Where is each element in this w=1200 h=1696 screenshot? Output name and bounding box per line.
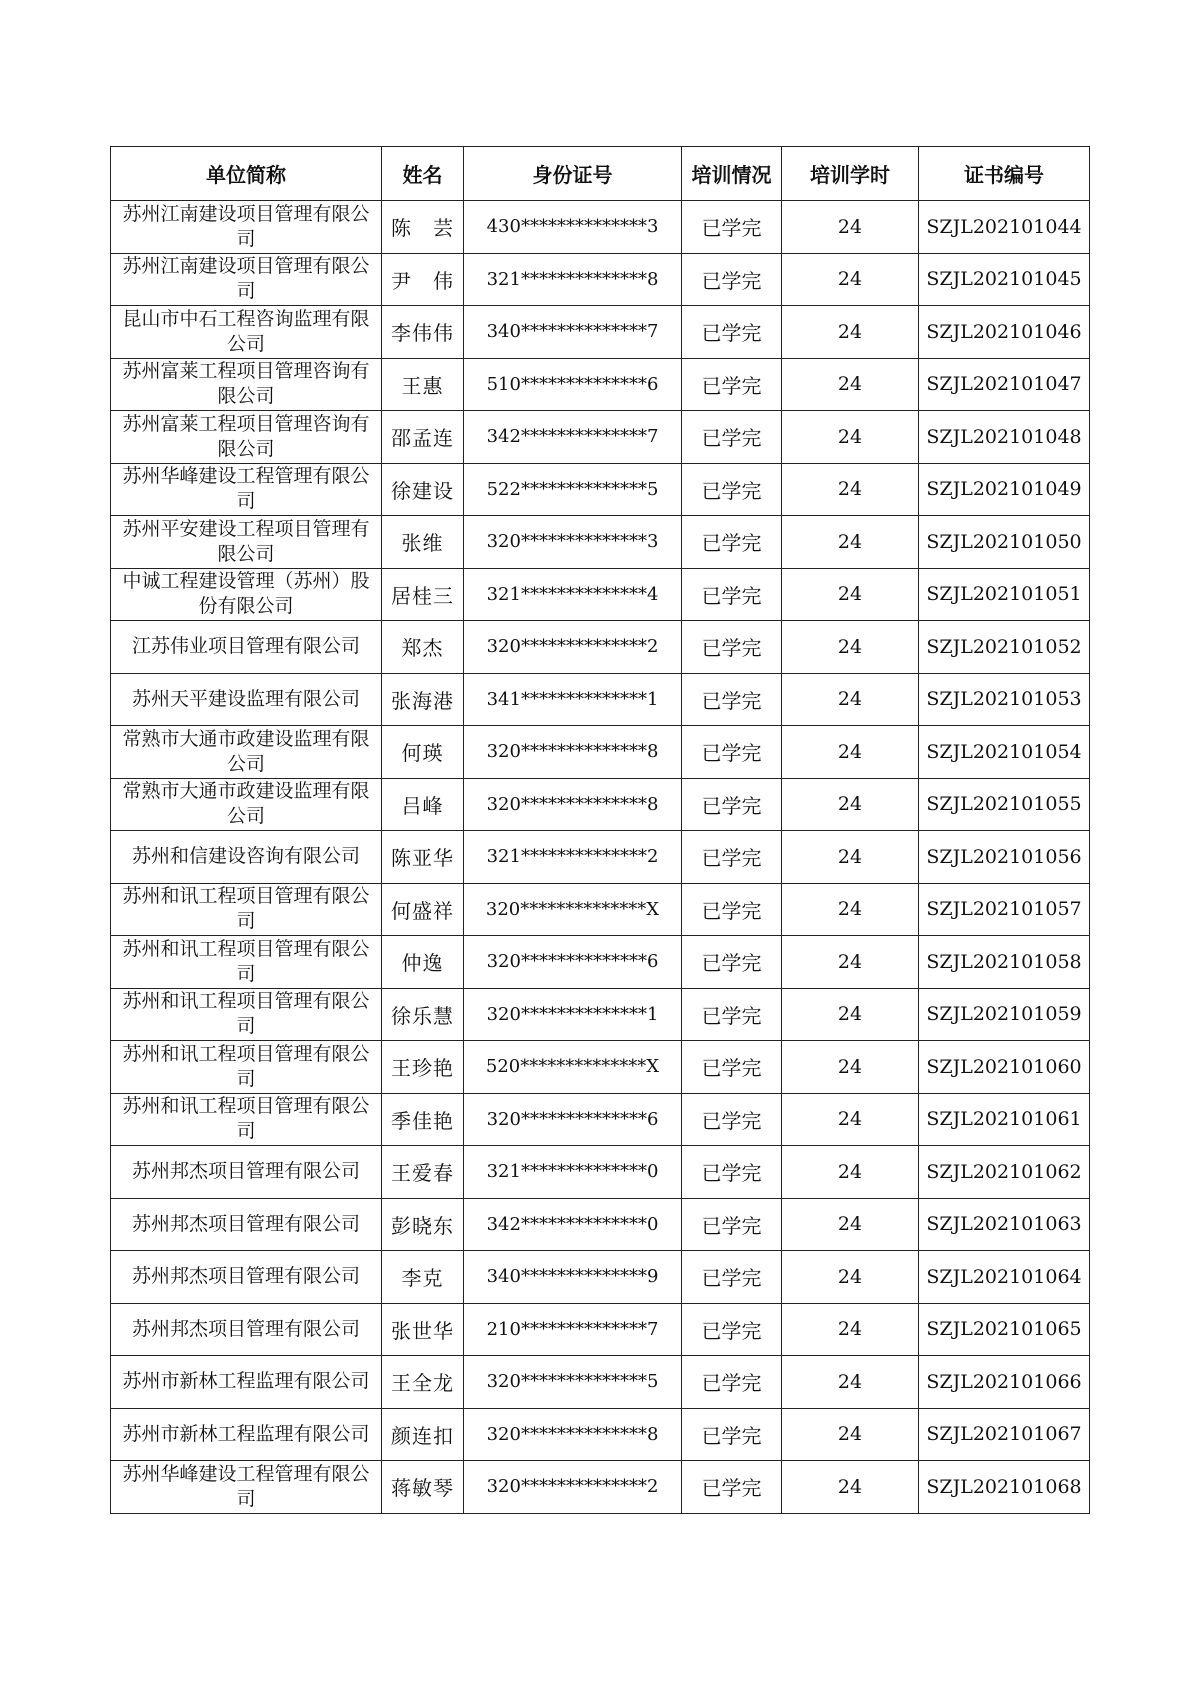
header-training-status: 培训情况	[682, 147, 782, 201]
unit-cell: 常熟市大通市政建设监理有限公司	[111, 726, 382, 779]
unit-cell: 苏州华峰建设工程管理有限公司	[111, 463, 382, 516]
table-row	[111, 1303, 1090, 1356]
table-row	[111, 253, 1090, 306]
name-cell: 张世华	[382, 1303, 464, 1356]
training-status-cell: 已学完	[682, 306, 782, 359]
unit-cell: 苏州市新林工程监理有限公司	[111, 1356, 382, 1409]
training-status-cell: 已学完	[682, 1356, 782, 1409]
training-hours-cell: 24	[782, 568, 919, 621]
id-number-cell: 320**************2	[464, 1461, 682, 1514]
header-certificate-number: 证书编号	[919, 147, 1090, 201]
unit-cell: 苏州和讯工程项目管理有限公司	[111, 936, 382, 989]
unit-cell: 苏州平安建设工程项目管理有限公司	[111, 516, 382, 569]
id-number-cell: 320**************8	[464, 778, 682, 831]
training-hours-cell: 24	[782, 253, 919, 306]
certificate-number-cell: SZJL202101058	[919, 936, 1090, 989]
id-number-cell: 321**************2	[464, 831, 682, 884]
certificate-number-cell: SZJL202101064	[919, 1251, 1090, 1304]
training-hours-cell: 24	[782, 516, 919, 569]
certificate-number-cell: SZJL202101056	[919, 831, 1090, 884]
table-row	[111, 673, 1090, 726]
name-cell: 郑杰	[382, 621, 464, 674]
table-row	[111, 1093, 1090, 1146]
id-number-cell: 320**************1	[464, 988, 682, 1041]
training-status-cell: 已学完	[682, 726, 782, 779]
training-hours-cell: 24	[782, 463, 919, 516]
unit-cell: 苏州江南建设项目管理有限公司	[111, 201, 382, 254]
training-status-cell: 已学完	[682, 1461, 782, 1514]
table-row	[111, 306, 1090, 359]
table-row	[111, 568, 1090, 621]
table-row	[111, 411, 1090, 464]
certificate-number-cell: SZJL202101060	[919, 1041, 1090, 1094]
certificate-number-cell: SZJL202101066	[919, 1356, 1090, 1409]
table-row	[111, 621, 1090, 674]
name-cell: 李伟伟	[382, 306, 464, 359]
certificate-number-cell: SZJL202101067	[919, 1408, 1090, 1461]
id-number-cell: 321**************0	[464, 1146, 682, 1199]
certificate-number-cell: SZJL202101053	[919, 673, 1090, 726]
training-hours-cell: 24	[782, 1198, 919, 1251]
table-row	[111, 1198, 1090, 1251]
training-status-cell: 已学完	[682, 778, 782, 831]
training-status-cell: 已学完	[682, 621, 782, 674]
table-row	[111, 1041, 1090, 1094]
training-record-table	[110, 146, 1090, 1514]
name-cell: 王惠	[382, 358, 464, 411]
unit-cell: 苏州江南建设项目管理有限公司	[111, 253, 382, 306]
name-cell: 吕峰	[382, 778, 464, 831]
unit-cell: 江苏伟业项目管理有限公司	[111, 621, 382, 674]
training-hours-cell: 24	[782, 1041, 919, 1094]
id-number-cell: 210**************7	[464, 1303, 682, 1356]
name-cell: 蒋敏琴	[382, 1461, 464, 1514]
unit-cell: 苏州和讯工程项目管理有限公司	[111, 988, 382, 1041]
table-row	[111, 201, 1090, 254]
certificate-number-cell: SZJL202101046	[919, 306, 1090, 359]
unit-cell: 昆山市中石工程咨询监理有限公司	[111, 306, 382, 359]
unit-cell: 苏州邦杰项目管理有限公司	[111, 1251, 382, 1304]
training-status-cell: 已学完	[682, 201, 782, 254]
certificate-number-cell: SZJL202101049	[919, 463, 1090, 516]
unit-cell: 苏州和信建设咨询有限公司	[111, 831, 382, 884]
name-cell: 邵孟连	[382, 411, 464, 464]
training-status-cell: 已学完	[682, 1041, 782, 1094]
name-cell: 何盛祥	[382, 883, 464, 936]
certificate-number-cell: SZJL202101057	[919, 883, 1090, 936]
name-cell: 张海港	[382, 673, 464, 726]
training-status-cell: 已学完	[682, 673, 782, 726]
id-number-cell: 321**************4	[464, 568, 682, 621]
header-name: 姓名	[382, 147, 464, 201]
table-row	[111, 358, 1090, 411]
certificate-number-cell: SZJL202101047	[919, 358, 1090, 411]
training-hours-cell: 24	[782, 831, 919, 884]
table-row	[111, 516, 1090, 569]
certificate-number-cell: SZJL202101051	[919, 568, 1090, 621]
id-number-cell: 320**************2	[464, 621, 682, 674]
training-hours-cell: 24	[782, 673, 919, 726]
unit-cell: 苏州邦杰项目管理有限公司	[111, 1146, 382, 1199]
name-cell: 徐乐慧	[382, 988, 464, 1041]
training-hours-cell: 24	[782, 1408, 919, 1461]
training-hours-cell: 24	[782, 726, 919, 779]
certificate-number-cell: SZJL202101063	[919, 1198, 1090, 1251]
name-cell: 王珍艳	[382, 1041, 464, 1094]
name-cell: 尹 伟	[382, 253, 464, 306]
unit-cell: 苏州和讯工程项目管理有限公司	[111, 883, 382, 936]
id-number-cell: 320**************X	[464, 883, 682, 936]
table-body	[111, 201, 1090, 1514]
training-status-cell: 已学完	[682, 1251, 782, 1304]
table-row	[111, 883, 1090, 936]
id-number-cell: 320**************6	[464, 1093, 682, 1146]
name-cell: 颜连扣	[382, 1408, 464, 1461]
id-number-cell: 320**************8	[464, 1408, 682, 1461]
name-cell: 张维	[382, 516, 464, 569]
table-row	[111, 831, 1090, 884]
training-hours-cell: 24	[782, 1146, 919, 1199]
id-number-cell: 320**************5	[464, 1356, 682, 1409]
training-status-cell: 已学完	[682, 411, 782, 464]
table-row	[111, 463, 1090, 516]
header-row	[111, 147, 1090, 201]
name-cell: 何瑛	[382, 726, 464, 779]
id-number-cell: 321**************8	[464, 253, 682, 306]
training-status-cell: 已学完	[682, 1198, 782, 1251]
training-status-cell: 已学完	[682, 1303, 782, 1356]
training-status-cell: 已学完	[682, 883, 782, 936]
certificate-number-cell: SZJL202101062	[919, 1146, 1090, 1199]
id-number-cell: 342**************0	[464, 1198, 682, 1251]
id-number-cell: 430**************3	[464, 201, 682, 254]
name-cell: 季佳艳	[382, 1093, 464, 1146]
certificate-number-cell: SZJL202101050	[919, 516, 1090, 569]
training-status-cell: 已学完	[682, 463, 782, 516]
training-status-cell: 已学完	[682, 1093, 782, 1146]
certificate-number-cell: SZJL202101059	[919, 988, 1090, 1041]
training-status-cell: 已学完	[682, 988, 782, 1041]
id-number-cell: 320**************6	[464, 936, 682, 989]
certificate-number-cell: SZJL202101052	[919, 621, 1090, 674]
certificate-number-cell: SZJL202101061	[919, 1093, 1090, 1146]
training-hours-cell: 24	[782, 621, 919, 674]
name-cell: 李克	[382, 1251, 464, 1304]
training-hours-cell: 24	[782, 358, 919, 411]
unit-cell: 苏州富莱工程项目管理咨询有限公司	[111, 358, 382, 411]
certificate-number-cell: SZJL202101045	[919, 253, 1090, 306]
training-status-cell: 已学完	[682, 1408, 782, 1461]
unit-cell: 苏州和讯工程项目管理有限公司	[111, 1041, 382, 1094]
training-status-cell: 已学完	[682, 358, 782, 411]
name-cell: 王爱春	[382, 1146, 464, 1199]
table-row	[111, 1461, 1090, 1514]
id-number-cell: 520**************X	[464, 1041, 682, 1094]
training-hours-cell: 24	[782, 1461, 919, 1514]
training-hours-cell: 24	[782, 201, 919, 254]
name-cell: 徐建设	[382, 463, 464, 516]
unit-cell: 苏州邦杰项目管理有限公司	[111, 1303, 382, 1356]
header-training-hours: 培训学时	[782, 147, 919, 201]
unit-cell: 苏州富莱工程项目管理咨询有限公司	[111, 411, 382, 464]
certificate-number-cell: SZJL202101068	[919, 1461, 1090, 1514]
training-hours-cell: 24	[782, 1093, 919, 1146]
id-number-cell: 510**************6	[464, 358, 682, 411]
table-row	[111, 1408, 1090, 1461]
table-row	[111, 1356, 1090, 1409]
name-cell: 陈亚华	[382, 831, 464, 884]
training-hours-cell: 24	[782, 883, 919, 936]
unit-cell: 中诚工程建设管理（苏州）股份有限公司	[111, 568, 382, 621]
unit-cell: 苏州市新林工程监理有限公司	[111, 1408, 382, 1461]
table-row	[111, 726, 1090, 779]
training-hours-cell: 24	[782, 306, 919, 359]
training-hours-cell: 24	[782, 778, 919, 831]
training-hours-cell: 24	[782, 1303, 919, 1356]
id-number-cell: 341**************1	[464, 673, 682, 726]
certificate-number-cell: SZJL202101065	[919, 1303, 1090, 1356]
name-cell: 彭晓东	[382, 1198, 464, 1251]
id-number-cell: 342**************7	[464, 411, 682, 464]
id-number-cell: 340**************9	[464, 1251, 682, 1304]
id-number-cell: 320**************3	[464, 516, 682, 569]
id-number-cell: 340**************7	[464, 306, 682, 359]
certificate-number-cell: SZJL202101044	[919, 201, 1090, 254]
certificate-number-cell: SZJL202101055	[919, 778, 1090, 831]
table-row	[111, 778, 1090, 831]
id-number-cell: 320**************8	[464, 726, 682, 779]
certificate-number-cell: SZJL202101048	[919, 411, 1090, 464]
training-status-cell: 已学完	[682, 516, 782, 569]
name-cell: 王全龙	[382, 1356, 464, 1409]
unit-cell: 苏州邦杰项目管理有限公司	[111, 1198, 382, 1251]
training-hours-cell: 24	[782, 936, 919, 989]
name-cell: 陈 芸	[382, 201, 464, 254]
unit-cell: 苏州华峰建设工程管理有限公司	[111, 1461, 382, 1514]
id-number-cell: 522**************5	[464, 463, 682, 516]
table-row	[111, 988, 1090, 1041]
certificate-number-cell: SZJL202101054	[919, 726, 1090, 779]
training-hours-cell: 24	[782, 1356, 919, 1409]
training-status-cell: 已学完	[682, 1146, 782, 1199]
training-hours-cell: 24	[782, 411, 919, 464]
training-hours-cell: 24	[782, 988, 919, 1041]
name-cell: 居桂三	[382, 568, 464, 621]
training-status-cell: 已学完	[682, 568, 782, 621]
training-status-cell: 已学完	[682, 936, 782, 989]
table-row	[111, 1251, 1090, 1304]
unit-cell: 苏州和讯工程项目管理有限公司	[111, 1093, 382, 1146]
table-row	[111, 936, 1090, 989]
header-unit: 单位简称	[111, 147, 382, 201]
header-id-number: 身份证号	[464, 147, 682, 201]
unit-cell: 常熟市大通市政建设监理有限公司	[111, 778, 382, 831]
table-row	[111, 1146, 1090, 1199]
training-status-cell: 已学完	[682, 831, 782, 884]
training-status-cell: 已学完	[682, 253, 782, 306]
name-cell: 仲逸	[382, 936, 464, 989]
unit-cell: 苏州天平建设监理有限公司	[111, 673, 382, 726]
training-hours-cell: 24	[782, 1251, 919, 1304]
